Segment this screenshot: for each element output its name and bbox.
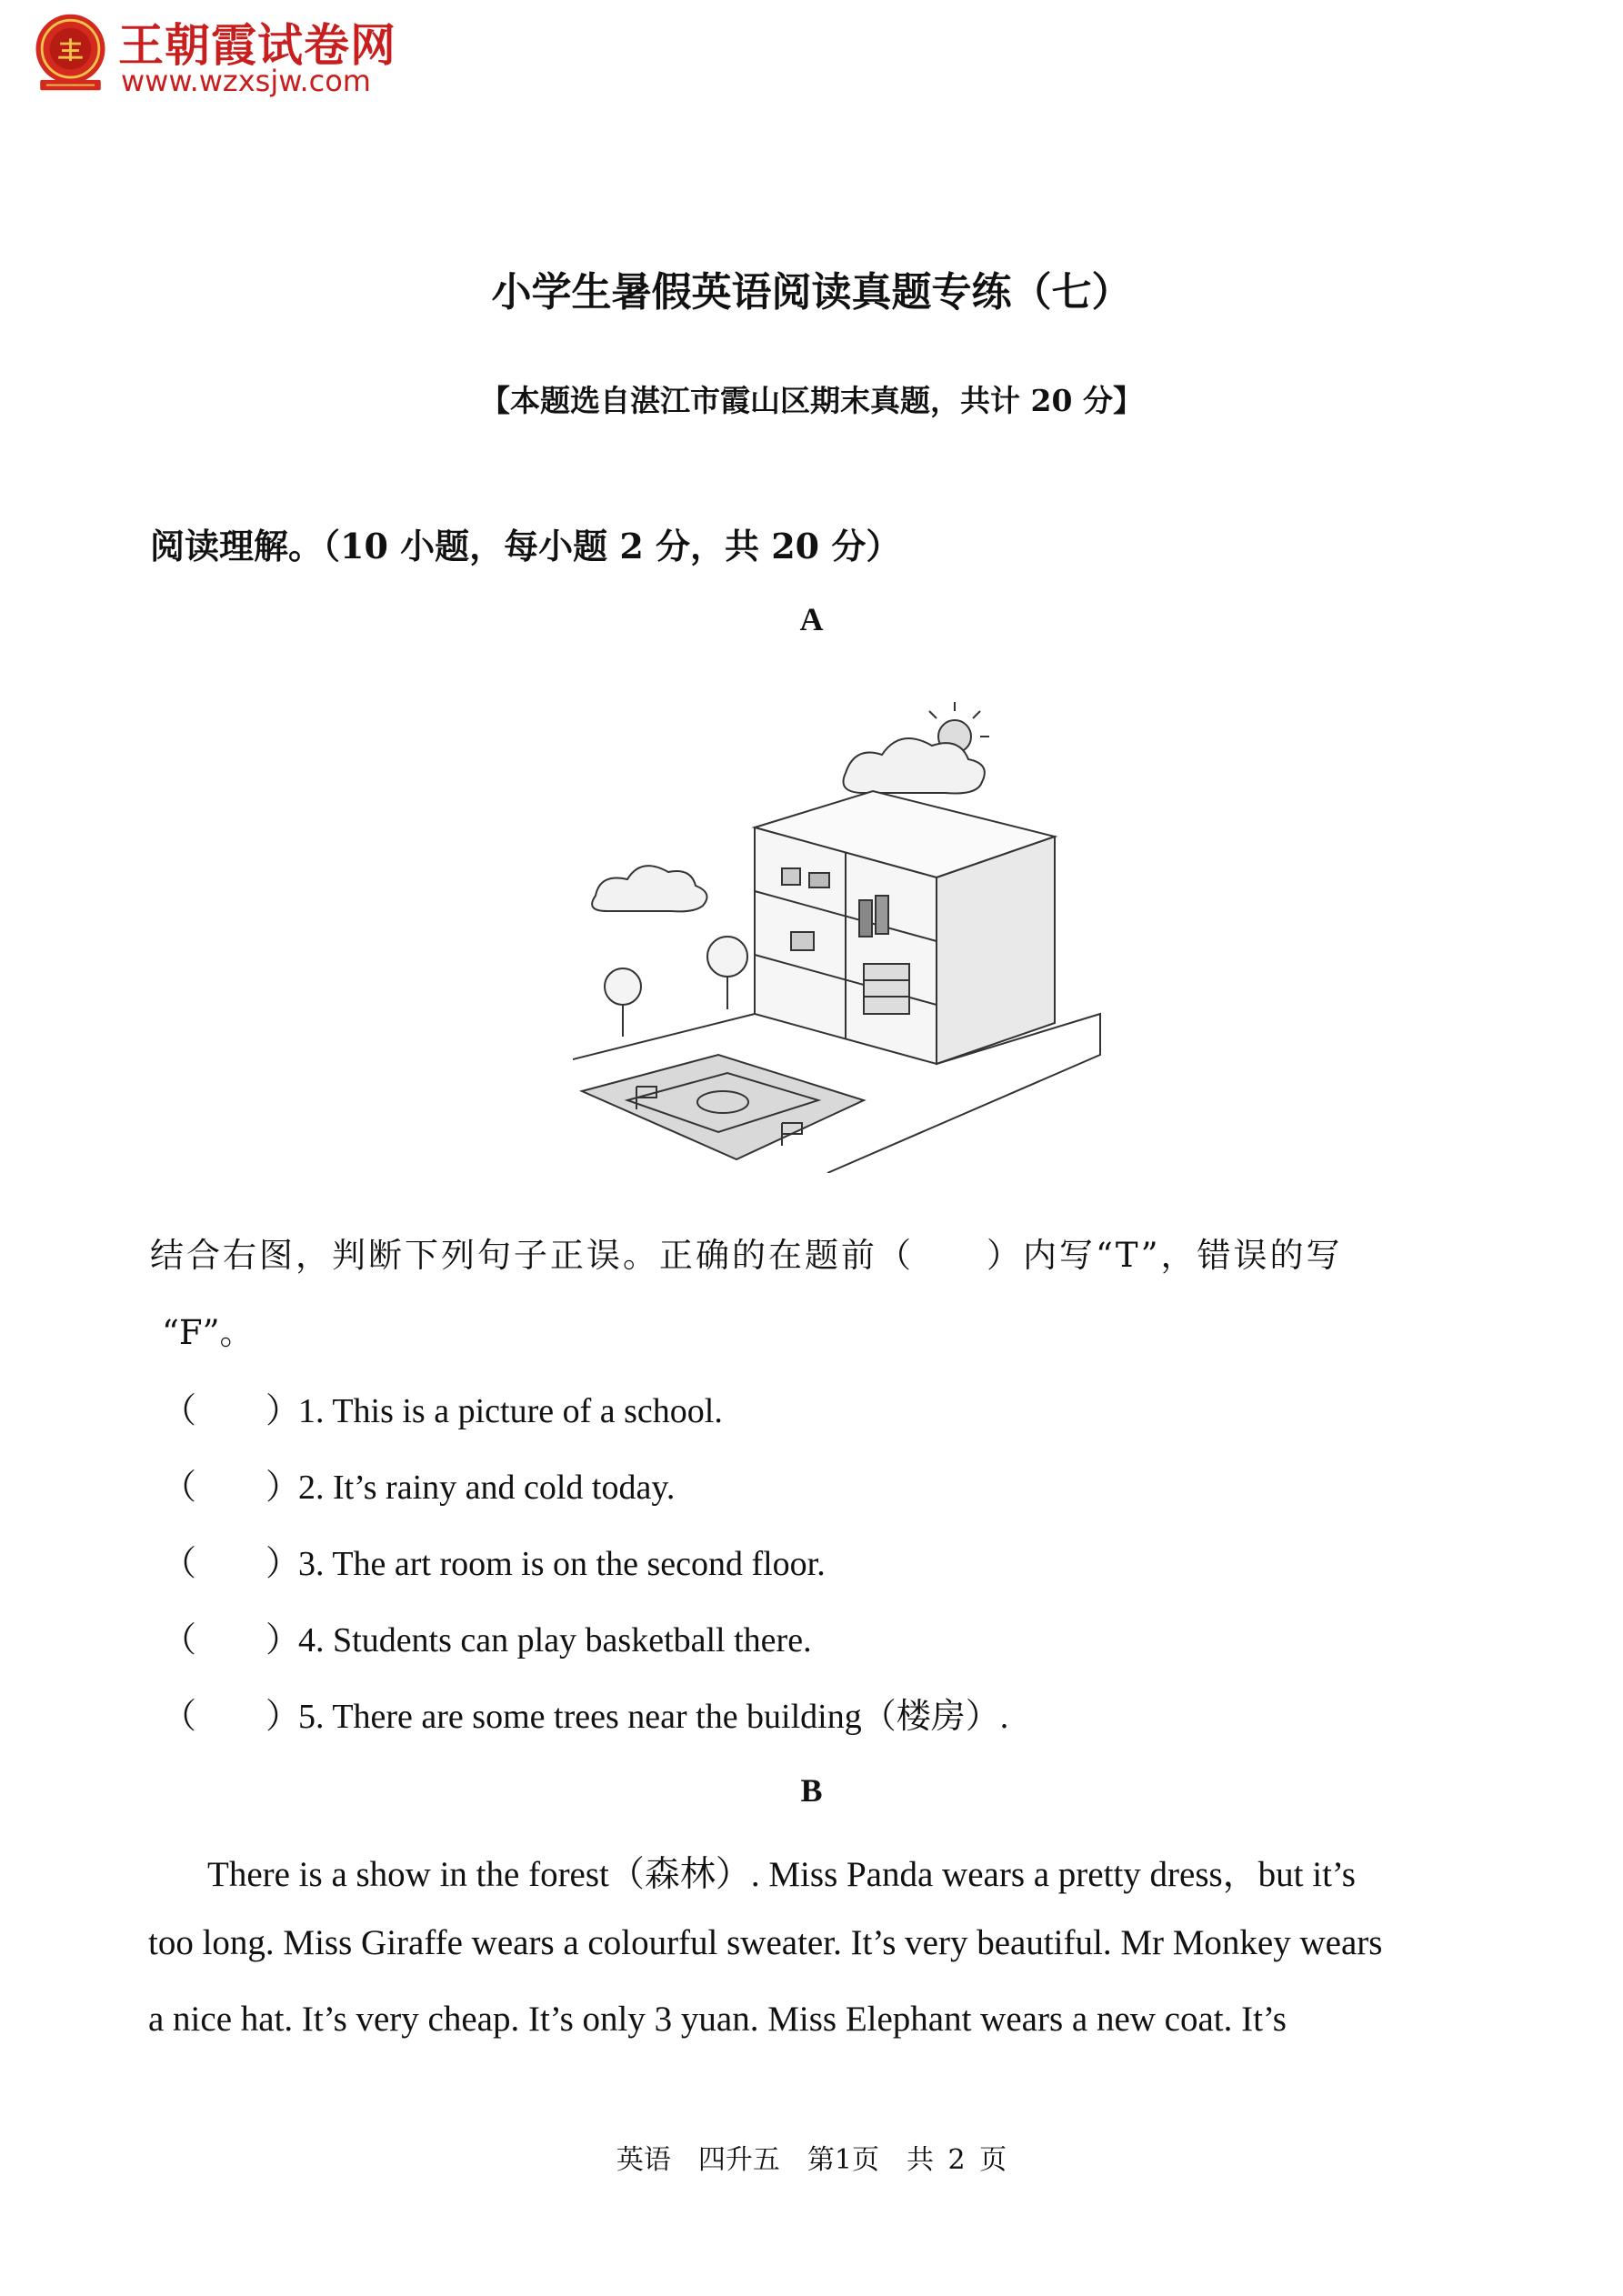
question-item	[162, 1611, 812, 1657]
instruction-line-1: 结合右图，判断下列句子正误。正确的在题前（ ）内写“T”，错误的写	[150, 1236, 1343, 1275]
page-footer: 英语 四升五 第1页 共 2 页	[616, 2144, 1007, 2176]
part-b-label: B	[800, 1772, 823, 1809]
question-text: 4. Students can play basketball there.	[298, 1621, 812, 1659]
question-text: 2. It’s rainy and cold today.	[298, 1469, 676, 1507]
instruction-line-2: “F”。	[162, 1313, 254, 1352]
school-building-illustration	[573, 700, 1118, 1173]
part-a-label: A	[799, 601, 824, 637]
passage-line: There is a show in the forest（森林）. Miss Panda wears a pretty dress，but it’s	[207, 1855, 1356, 1894]
question-item	[162, 1688, 1009, 1736]
answer-paren[interactable]: （ ）	[162, 1392, 301, 1430]
question-text: 3. The art room is on the second floor.	[298, 1545, 826, 1583]
red-seal-logo-icon	[27, 9, 114, 95]
question-text: 1. This is a picture of a school.	[298, 1392, 723, 1430]
question-text: 5. There are some trees near the building（楼房）.	[298, 1698, 1009, 1736]
answer-paren[interactable]: （ ）	[162, 1621, 301, 1659]
answer-paren[interactable]: （ ）	[162, 1469, 301, 1507]
page-subtitle: 【本题选自湛江市霞山区期末真题，共计 20 分】	[480, 383, 1143, 418]
question-item	[162, 1535, 826, 1583]
brand-name: 王朝霞试卷网	[118, 19, 396, 72]
question-item	[162, 1382, 723, 1428]
brand-url: www.wzxsjw.com	[121, 64, 371, 98]
question-item	[162, 1459, 676, 1507]
answer-paren[interactable]: （ ）	[162, 1698, 301, 1736]
page-title: 小学生暑假英语阅读真题专练（七）	[491, 269, 1132, 316]
passage-line: a nice hat. It’s very cheap. It’s only 3 yuan. Miss Elephant wears a new coat. It’s	[148, 2000, 1287, 2039]
answer-paren[interactable]: （ ）	[162, 1545, 301, 1583]
section-heading: 阅读理解。（10 小题，每小题 2 分，共 20 分）	[150, 526, 901, 566]
passage-line: too long. Miss Giraffe wears a colourful sweater. It’s very beautiful. Mr Monkey wears	[148, 1923, 1383, 1962]
